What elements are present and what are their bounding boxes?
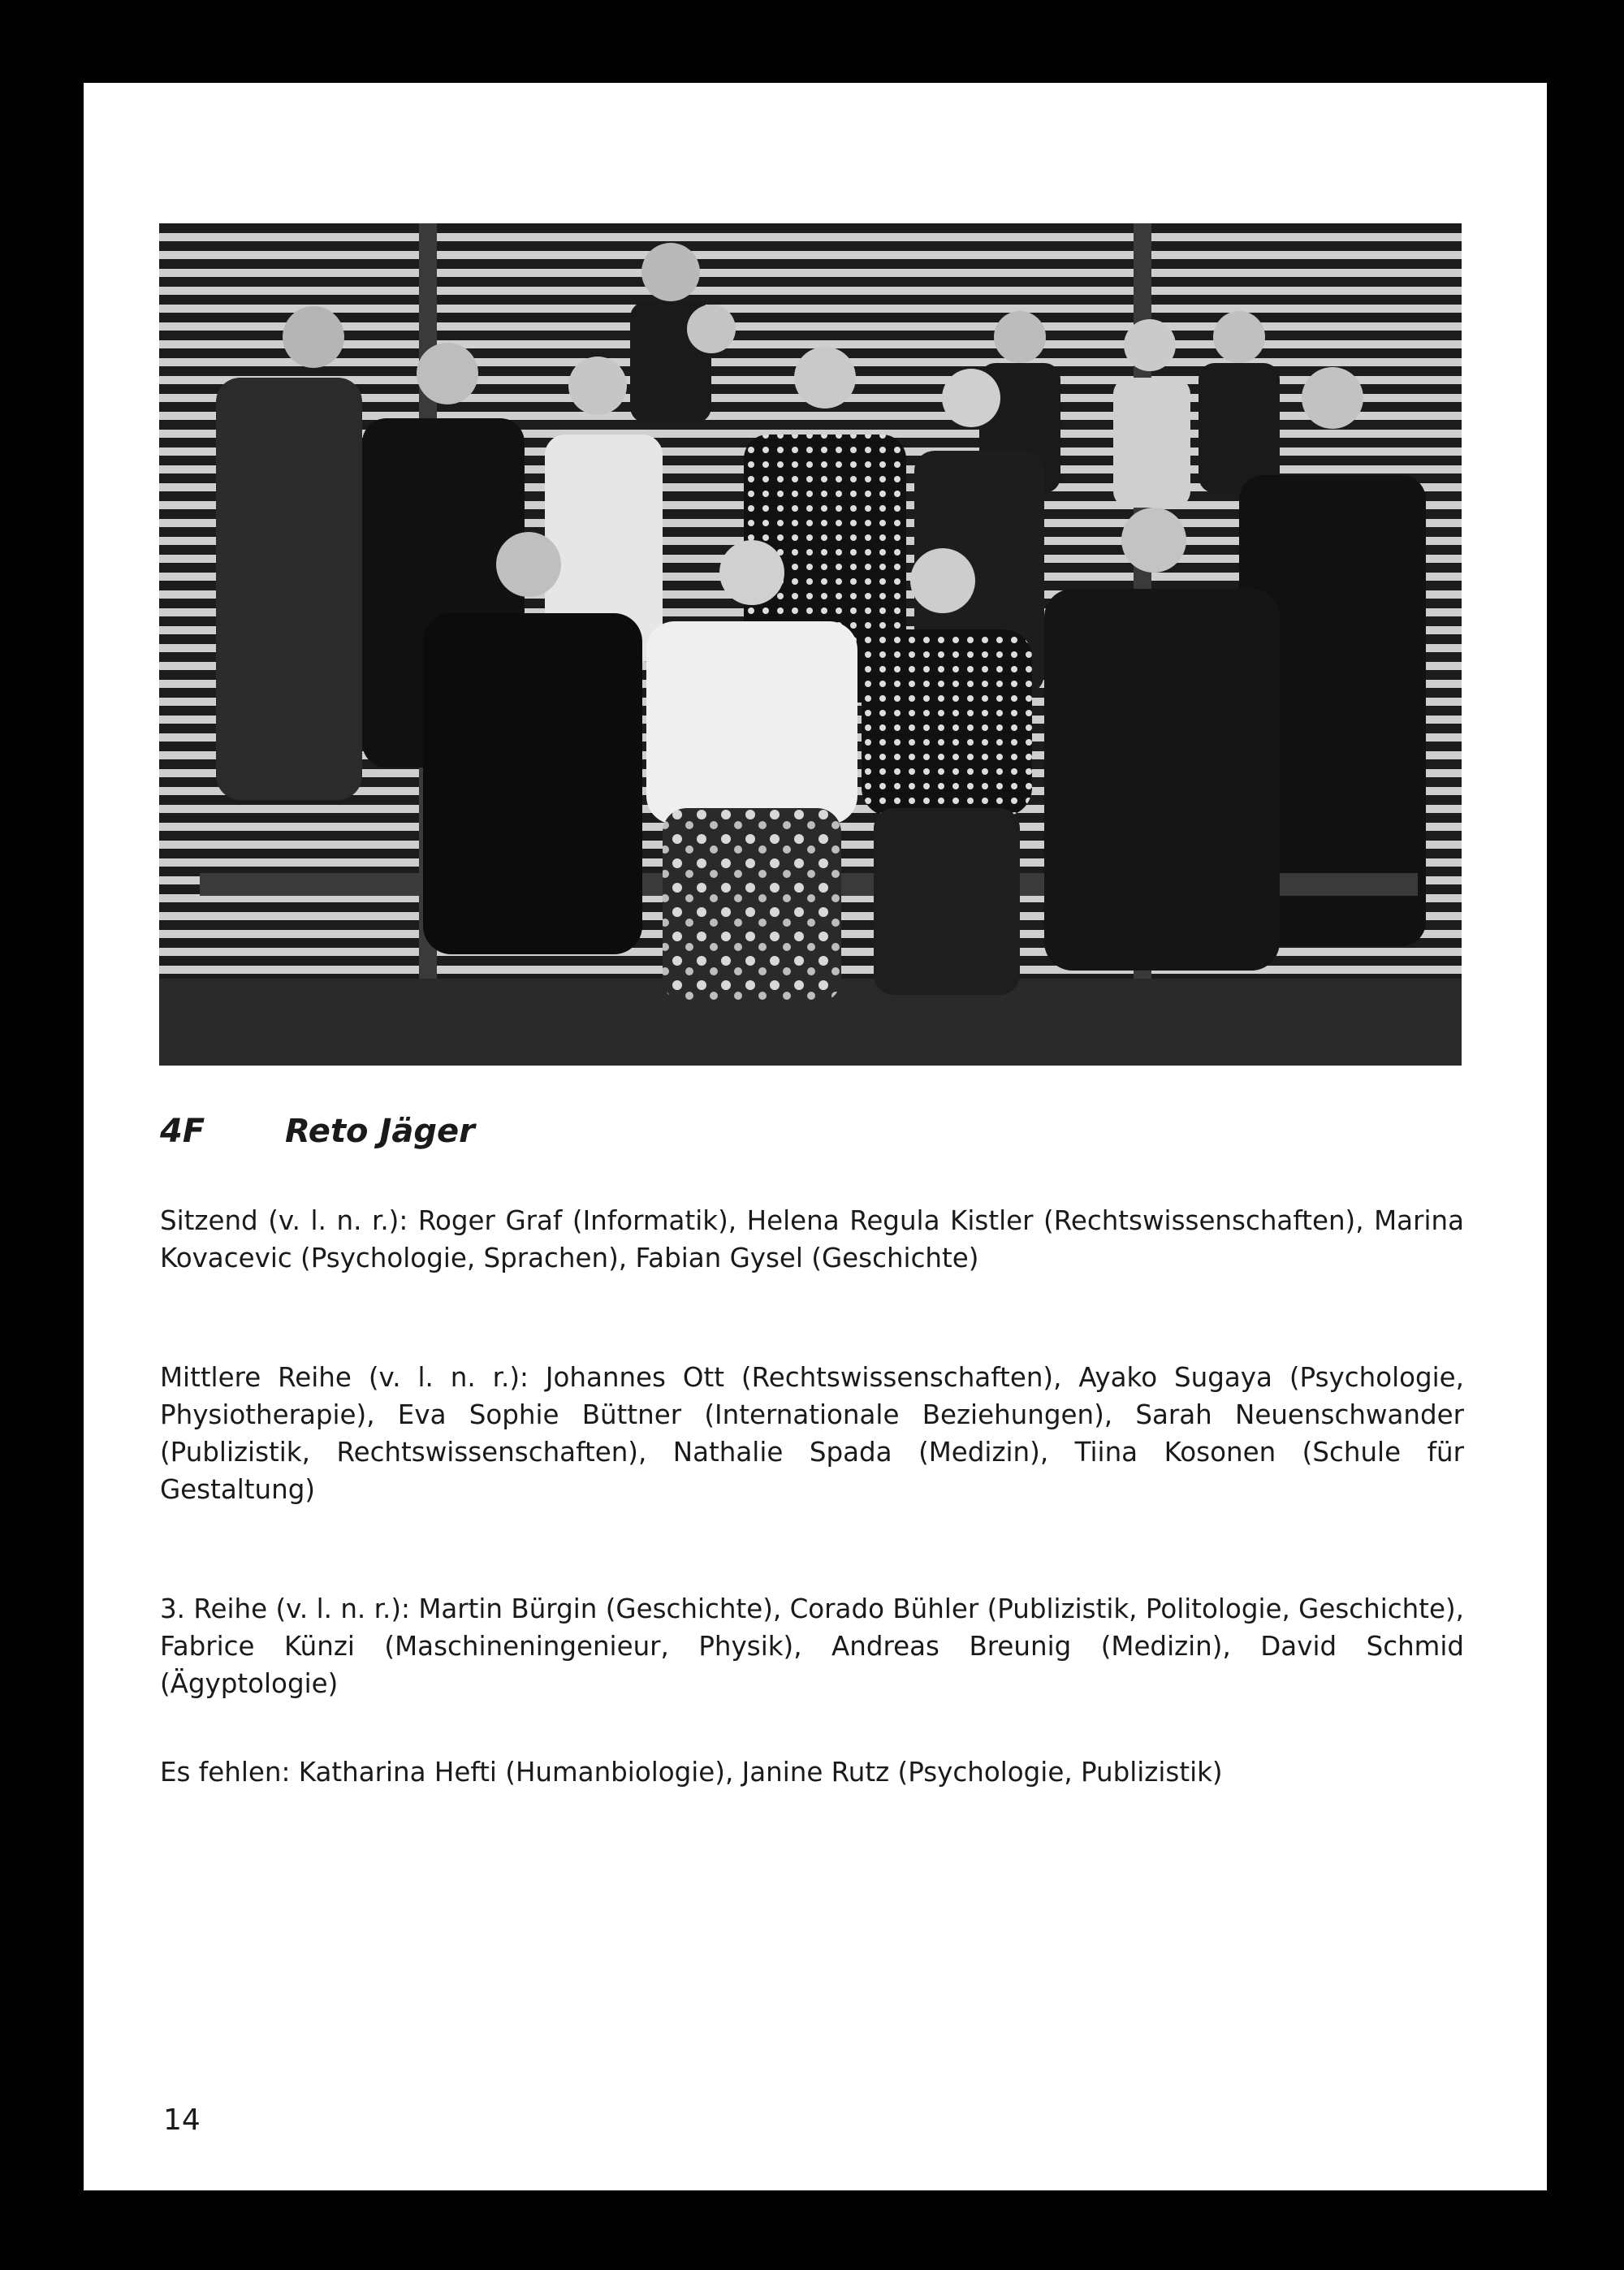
class-group-photo — [159, 223, 1462, 1066]
caption-third-row: 3. Reihe (v. l. n. r.): Martin Bürgin (Geschichte), Corado Bühler (Publizistik, Politologie, Geschichte), Fabrice Künzi (Maschineningenieur, Physik), Andreas Breunig (Medizin), David Schmid (Ägyptologie) — [160, 1593, 1464, 1699]
teacher-name: Reto Jäger — [285, 1113, 475, 1150]
document-page — [84, 83, 1547, 2190]
caption-seated-row: Sitzend (v. l. n. r.): Roger Graf (Informatik), Helena Regula Kistler (Rechtswissenschaften), Marina Kovacevic (Psychologie, Sprachen), Fabian Gysel (Geschichte) — [160, 1205, 1464, 1273]
section-heading — [160, 1113, 475, 1150]
page-number: 14 — [163, 2104, 201, 2137]
class-code: 4F — [160, 1113, 205, 1150]
caption-absent: Es fehlen: Katharina Hefti (Humanbiologie), Janine Rutz (Psychologie, Publizistik) — [160, 1757, 1223, 1788]
caption-middle-row: Mittlere Reihe (v. l. n. r.): Johannes Ott (Rechtswissenschaften), Ayako Sugaya (Psychologie, Physiotherapie), Eva Sophie Büttner (Internationale Beziehungen), Sarah Neuenschwander (Publizistik, Rechtswissenschaften), Nathalie Spada (Medizin), Tiina Kosonen (Schule für Gestaltung) — [160, 1362, 1464, 1505]
